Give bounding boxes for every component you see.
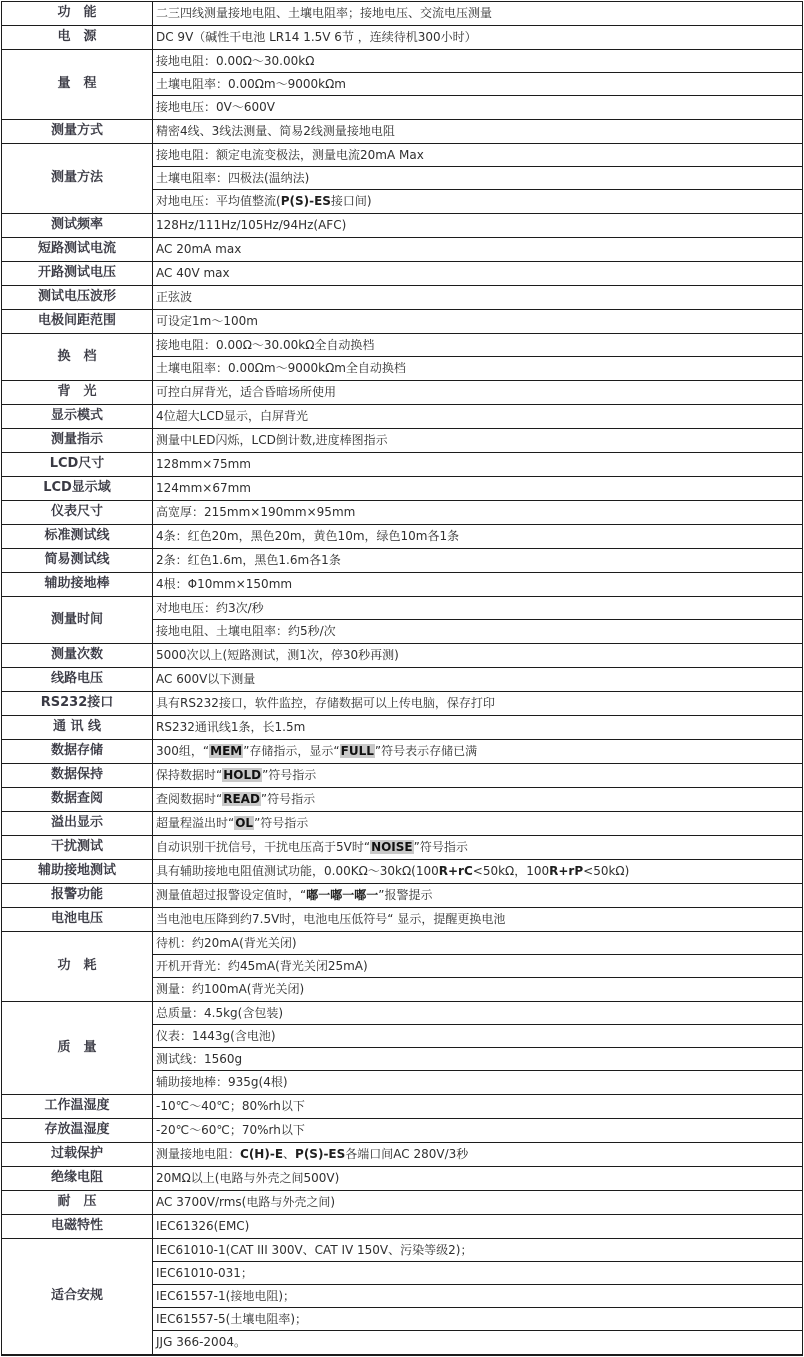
- spec-text: 可控白屏背光，适合昏暗场所使用: [156, 385, 337, 399]
- indicator-token: NOISE: [371, 840, 413, 854]
- spec-label: 测试电压波形: [2, 286, 153, 309]
- table-row: [2, 1002, 802, 1095]
- spec-text: 5000次以上(短路测试，测1次，停30秒再测): [156, 648, 399, 662]
- spec-text: -20℃～60℃；70%rh以下: [156, 1123, 305, 1137]
- spec-text: 当电池电压降到约7.5V时，电池电压低符号“ 显示，提醒更换电池: [156, 912, 506, 926]
- spec-text: 20MΩ以上(电路与外壳之间500V): [156, 1171, 340, 1185]
- spec-line: [153, 1025, 802, 1048]
- table-row: [2, 1215, 802, 1239]
- spec-text: 128Hz/111Hz/105Hz/94Hz(AFC): [156, 218, 347, 232]
- spec-text: ”符号指示: [254, 816, 309, 830]
- spec-label: 测量次数: [2, 644, 153, 667]
- spec-line: [153, 238, 802, 261]
- spec-text: 二三四线测量接地电阻、土壤电阻率；接地电压、交流电压测量: [156, 6, 493, 20]
- spec-text: IEC61326(EMC): [156, 1219, 250, 1233]
- spec-line: [153, 429, 802, 452]
- spec-label: 过载保护: [2, 1143, 153, 1166]
- spec-label: 适合安规: [2, 1239, 153, 1354]
- spec-label: 存放温湿度: [2, 1119, 153, 1142]
- spec-value: [153, 692, 802, 715]
- spec-text: JJG 366-2004。: [156, 1335, 246, 1349]
- spec-value: [153, 597, 802, 643]
- spec-label: 测量方式: [2, 120, 153, 143]
- spec-value: [153, 120, 802, 143]
- table-row: [2, 238, 802, 262]
- table-row: [2, 453, 802, 477]
- spec-line: [153, 310, 802, 333]
- spec-line: [153, 286, 802, 309]
- spec-label: 数据存储: [2, 740, 153, 763]
- spec-text: P(S)-ES: [280, 194, 331, 208]
- spec-value: [153, 1002, 802, 1094]
- spec-text: 自动识别干扰信号，干扰电压高于5V时“: [156, 840, 371, 854]
- spec-label: 功 耗: [2, 932, 153, 1001]
- spec-value: [153, 908, 802, 931]
- spec-label: 线路电压: [2, 668, 153, 691]
- table-row: [2, 764, 802, 788]
- table-row: [2, 1143, 802, 1167]
- table-row: [2, 597, 802, 644]
- spec-value: [153, 50, 802, 119]
- spec-value: [153, 644, 802, 667]
- spec-text: AC 600V以下测量: [156, 672, 256, 686]
- table-row: [2, 525, 802, 549]
- spec-text: 总质量：4.5kg(含包装): [156, 1006, 284, 1020]
- spec-text: 4位超大LCD显示，白屏背光: [156, 409, 308, 423]
- spec-text: 4条：红色20m，黑色20m，黄色10m，绿色10m各1条: [156, 529, 460, 543]
- spec-label: 测试频率: [2, 214, 153, 237]
- spec-label: 测量指示: [2, 429, 153, 452]
- table-row: [2, 262, 802, 286]
- spec-label: 溢出显示: [2, 812, 153, 835]
- spec-line: [153, 884, 802, 907]
- spec-label: 电池电压: [2, 908, 153, 931]
- spec-text: 对地电压：平均值整流(: [156, 194, 281, 208]
- spec-label: 报警功能: [2, 884, 153, 907]
- spec-label: 量 程: [2, 50, 153, 119]
- spec-value: [153, 1239, 802, 1354]
- indicator-token: READ: [223, 792, 260, 806]
- spec-line: [153, 357, 802, 380]
- spec-value: [153, 286, 802, 309]
- spec-text: 接地电阻：0.00Ω～30.00kΩ: [156, 54, 315, 68]
- spec-value: [153, 764, 802, 787]
- spec-line: [153, 668, 802, 691]
- spec-text: 查阅数据时“: [156, 792, 223, 806]
- spec-line: [153, 908, 802, 931]
- table-row: [2, 740, 802, 764]
- table-row: [2, 1239, 802, 1354]
- spec-text: AC 20mA max: [156, 242, 242, 256]
- spec-label: LCD显示域: [2, 477, 153, 500]
- spec-text: 嘟一嘟一嘟一: [306, 888, 379, 902]
- spec-line: [153, 788, 802, 811]
- table-row: [2, 1095, 802, 1119]
- table-row: [2, 836, 802, 860]
- spec-line: [153, 525, 802, 548]
- spec-value: [153, 1215, 802, 1238]
- spec-text: 辅助接地棒：935g(4根): [156, 1075, 288, 1089]
- indicator-token: OL: [235, 816, 254, 830]
- spec-text: IEC61557-1(接地电阻)；: [156, 1289, 296, 1303]
- table-row: [2, 1167, 802, 1191]
- spec-value: [153, 525, 802, 548]
- spec-value: [153, 262, 802, 285]
- spec-value: [153, 238, 802, 261]
- spec-label: 电 源: [2, 26, 153, 49]
- spec-line: [153, 644, 802, 667]
- spec-value: [153, 836, 802, 859]
- spec-text: 测试线：1560g: [156, 1052, 243, 1066]
- spec-line: [153, 1215, 802, 1238]
- spec-line: [153, 453, 802, 476]
- table-row: [2, 644, 802, 668]
- spec-value: [153, 573, 802, 596]
- spec-text: DC 9V（碱性干电池 LR14 1.5V 6节 ，连续待机300小时）: [156, 30, 477, 44]
- spec-text: 300组，“: [156, 744, 210, 758]
- spec-line: [153, 836, 802, 859]
- spec-line: [153, 812, 802, 835]
- table-row: [2, 1119, 802, 1143]
- spec-value: [153, 1119, 802, 1142]
- spec-line: [153, 1239, 802, 1262]
- spec-text: P(S)-ES: [295, 1147, 346, 1161]
- spec-line: [153, 1048, 802, 1071]
- table-row: [2, 501, 802, 525]
- spec-text: ”符号表示存储已满: [374, 744, 478, 758]
- spec-line: [153, 1262, 802, 1285]
- spec-value: [153, 214, 802, 237]
- spec-label: 换 档: [2, 334, 153, 380]
- spec-label: 简易测试线: [2, 549, 153, 572]
- spec-text: ”报警提示: [378, 888, 433, 902]
- spec-label: RS232接口: [2, 692, 153, 715]
- table-row: [2, 884, 802, 908]
- table-row: [2, 405, 802, 429]
- table-row: [2, 668, 802, 692]
- spec-line: [153, 978, 802, 1001]
- spec-label: 辅助接地测试: [2, 860, 153, 883]
- spec-text: 对地电压：约3次/秒: [156, 601, 264, 615]
- spec-value: [153, 26, 802, 49]
- spec-line: [153, 262, 802, 285]
- spec-line: [153, 120, 802, 143]
- spec-text: 各端口间AC 280V/3秒: [345, 1147, 469, 1161]
- spec-text: R+rC: [438, 864, 473, 878]
- spec-text: 接地电阻、土壤电阻率：约5秒/次: [156, 624, 336, 638]
- spec-value: [153, 549, 802, 572]
- indicator-token: FULL: [340, 744, 374, 758]
- spec-text: 土壤电阻率：0.00Ωm～9000kΩm全自动换档: [156, 361, 406, 375]
- spec-value: [153, 668, 802, 691]
- spec-value: [153, 405, 802, 428]
- table-row: [2, 26, 802, 50]
- spec-line: [153, 1308, 802, 1331]
- spec-line: [153, 692, 802, 715]
- spec-value: [153, 334, 802, 380]
- spec-text: R+rP: [549, 864, 584, 878]
- table-row: [2, 932, 802, 1002]
- spec-text: ”符号指示: [260, 792, 316, 806]
- spec-text: 精密4线、3线法测量、简易2线测量接地电阻: [156, 124, 395, 138]
- spec-label: 开路测试电压: [2, 262, 153, 285]
- spec-value: [153, 1167, 802, 1190]
- spec-label: 通 讯 线: [2, 716, 153, 739]
- table-row: [2, 429, 802, 453]
- spec-value: [153, 429, 802, 452]
- table-row: [2, 692, 802, 716]
- spec-text: 开机开背光：约45mA(背光关闭25mA): [156, 959, 368, 973]
- spec-value: [153, 1191, 802, 1214]
- spec-line: [153, 405, 802, 428]
- spec-line: [153, 167, 802, 190]
- spec-text: ”符号指示: [262, 768, 317, 782]
- spec-value: [153, 788, 802, 811]
- indicator-token: HOLD: [223, 768, 262, 782]
- table-row: [2, 381, 802, 405]
- spec-value: [153, 716, 802, 739]
- spec-text: 4根：Φ10mm×150mm: [156, 577, 293, 591]
- spec-line: [153, 955, 802, 978]
- spec-table: [1, 1, 803, 1356]
- spec-text: 仪表：1443g(含电池): [156, 1029, 276, 1043]
- spec-line: [153, 1167, 802, 1190]
- spec-value: [153, 860, 802, 883]
- spec-text: 128mm×75mm: [156, 457, 251, 471]
- spec-label: 干扰测试: [2, 836, 153, 859]
- spec-line: [153, 381, 802, 404]
- spec-value: [153, 740, 802, 763]
- spec-line: [153, 1071, 802, 1094]
- spec-text: 测量接地电阻：: [156, 1147, 241, 1161]
- spec-text: 测量值超过报警设定值时，“: [156, 888, 307, 902]
- spec-text: 待机：约20mA(背光关闭): [156, 936, 297, 950]
- spec-text: 具有RS232接口，软件监控，存储数据可以上传电脑，保存打印: [156, 696, 495, 710]
- spec-line: [153, 501, 802, 524]
- spec-text: 接口间): [330, 194, 372, 208]
- spec-text: -10℃～40℃；80%rh以下: [156, 1099, 305, 1113]
- spec-line: [153, 1191, 802, 1214]
- table-row: [2, 120, 802, 144]
- spec-line: [153, 932, 802, 955]
- spec-label: 仪表尺寸: [2, 501, 153, 524]
- spec-line: [153, 214, 802, 237]
- spec-line: [153, 477, 802, 500]
- spec-label: 背 光: [2, 381, 153, 404]
- table-row: [2, 716, 802, 740]
- spec-text: 超量程溢出时“: [156, 816, 235, 830]
- spec-text: AC 3700V/rms(电路与外壳之间): [156, 1195, 336, 1209]
- spec-label: 辅助接地棒: [2, 573, 153, 596]
- spec-line: [153, 549, 802, 572]
- table-row: [2, 549, 802, 573]
- spec-text: 高宽厚：215mm×190mm×95mm: [156, 505, 356, 519]
- spec-value: [153, 932, 802, 1001]
- spec-line: [153, 740, 802, 763]
- spec-label: 工作温湿度: [2, 1095, 153, 1118]
- spec-line: [153, 2, 802, 25]
- spec-value: [153, 310, 802, 333]
- table-row: [2, 573, 802, 597]
- spec-line: [153, 1331, 802, 1354]
- spec-text: IEC61010-1(CAT III 300V、CAT IV 150V、污染等级2)；: [156, 1243, 473, 1257]
- table-row: [2, 334, 802, 381]
- spec-text: 土壤电阻率：四极法(温纳法): [156, 171, 310, 185]
- spec-line: [153, 96, 802, 119]
- table-row: [2, 214, 802, 238]
- spec-label: 标准测试线: [2, 525, 153, 548]
- spec-line: [153, 144, 802, 167]
- table-row: [2, 812, 802, 836]
- spec-text: RS232通讯线1条，长1.5m: [156, 720, 306, 734]
- spec-text: <50kΩ，100: [472, 864, 550, 878]
- spec-text: IEC61557-5(土壤电阻率)；: [156, 1312, 308, 1326]
- spec-label: 功 能: [2, 2, 153, 25]
- spec-line: [153, 860, 802, 883]
- spec-line: [153, 1002, 802, 1025]
- table-row: [2, 2, 802, 26]
- spec-value: [153, 477, 802, 500]
- spec-text: 测量：约100mA(背光关闭): [156, 982, 305, 996]
- spec-label: 短路测试电流: [2, 238, 153, 261]
- spec-line: [153, 334, 802, 357]
- spec-line: [153, 50, 802, 73]
- spec-text: IEC61010-031；: [156, 1266, 253, 1280]
- spec-text: 、: [283, 1147, 296, 1161]
- spec-line: [153, 764, 802, 787]
- spec-text: 保持数据时“: [156, 768, 223, 782]
- spec-line: [153, 716, 802, 739]
- spec-value: [153, 2, 802, 25]
- table-row: [2, 286, 802, 310]
- spec-text: 土壤电阻率：0.00Ωm～9000kΩm: [156, 77, 346, 91]
- spec-label: 电磁特性: [2, 1215, 153, 1238]
- spec-text: 测量中LED闪烁，LCD倒计数,进度棒图指示: [156, 433, 388, 447]
- spec-label: 绝缘电阻: [2, 1167, 153, 1190]
- spec-value: [153, 453, 802, 476]
- spec-value: [153, 501, 802, 524]
- spec-text: 接地电阻：额定电流变极法，测量电流20mA Max: [156, 148, 424, 162]
- indicator-token: MEM: [210, 744, 243, 758]
- spec-line: [153, 26, 802, 49]
- spec-label: 测量时间: [2, 597, 153, 643]
- spec-text: <50kΩ): [583, 864, 630, 878]
- spec-text: 可设定1m～100m: [156, 314, 258, 328]
- spec-label: 数据查阅: [2, 788, 153, 811]
- spec-line: [153, 573, 802, 596]
- table-row: [2, 477, 802, 501]
- table-row: [2, 310, 802, 334]
- spec-value: [153, 144, 802, 213]
- spec-line: [153, 1119, 802, 1142]
- spec-value: [153, 812, 802, 835]
- table-row: [2, 908, 802, 932]
- spec-line: [153, 1095, 802, 1118]
- spec-text: ”符号指示: [413, 840, 468, 854]
- spec-label: 电极间距范围: [2, 310, 153, 333]
- spec-line: [153, 597, 802, 620]
- table-row: [2, 50, 802, 120]
- table-row: [2, 788, 802, 812]
- spec-text: 具有辅助接地电阻值测试功能，0.00KΩ～30kΩ(100: [156, 864, 439, 878]
- spec-text: ”存储指示，显示“: [243, 744, 340, 758]
- spec-line: [153, 1143, 802, 1166]
- spec-text: 正弦波: [156, 290, 193, 304]
- spec-value: [153, 381, 802, 404]
- spec-line: [153, 73, 802, 96]
- spec-label: 显示模式: [2, 405, 153, 428]
- spec-text: 接地电阻：0.00Ω～30.00kΩ全自动换档: [156, 338, 375, 352]
- spec-label: LCD尺寸: [2, 453, 153, 476]
- spec-label: 测量方法: [2, 144, 153, 213]
- spec-value: [153, 1095, 802, 1118]
- table-row: [2, 144, 802, 214]
- spec-text: 接地电压：0V～600V: [156, 100, 275, 114]
- spec-value: [153, 1143, 802, 1166]
- spec-label: 质 量: [2, 1002, 153, 1094]
- spec-text: AC 40V max: [156, 266, 230, 280]
- spec-label: 数据保持: [2, 764, 153, 787]
- spec-text: C(H)-E: [240, 1147, 284, 1161]
- spec-line: [153, 620, 802, 643]
- table-row: [2, 860, 802, 884]
- spec-text: 124mm×67mm: [156, 481, 251, 495]
- table-row: [2, 1191, 802, 1215]
- spec-text: 2条：红色1.6m，黑色1.6m各1条: [156, 553, 341, 567]
- spec-value: [153, 884, 802, 907]
- spec-line: [153, 190, 802, 213]
- spec-label: 耐 压: [2, 1191, 153, 1214]
- spec-line: [153, 1285, 802, 1308]
